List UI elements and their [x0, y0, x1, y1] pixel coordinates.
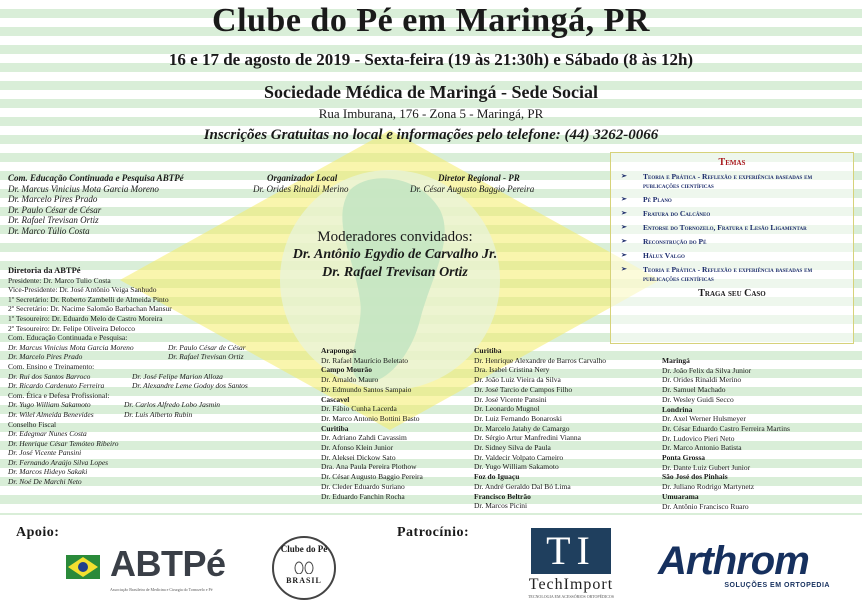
- diretoria-line: Dr. Noé De Marchi Neto: [8, 477, 82, 487]
- organizer-name: Dr. Orides Rinaldi Merino: [253, 183, 349, 194]
- doctor-name: Dr. Antônio Francisco Ruaro: [662, 501, 749, 511]
- diretoria-block: [8, 266, 308, 487]
- committee-block: [8, 173, 184, 237]
- doctor-name: Dr. Juliano Rodrigo Martynetz: [662, 482, 755, 492]
- moderator-name: Dr. Antônio Egydio de Carvalho Jr.: [292, 247, 498, 262]
- moderators-label: Moderadores convidados:: [317, 229, 473, 245]
- diretoria-line: Dr. Marcos Hideyo Sakaki: [8, 467, 88, 477]
- city-name: Londrina: [662, 404, 693, 414]
- abtpe-subtitle: Associação Brasileira de Medicina e Cirurgia do Tornozelo e Pé: [110, 587, 213, 592]
- sponsor-label: Patrocínio:: [397, 525, 470, 540]
- regional-name: Dr. César Augusto Baggio Pereira: [410, 183, 535, 194]
- event-venue: Sociedade Médica de Maringá - Sede Social: [264, 82, 598, 102]
- committee-member: Dr. Rafael Trevisan Ortiz: [8, 215, 99, 226]
- regional-title: Diretor Regional - PR: [438, 173, 520, 183]
- theme-item: ➢ Reconstrução do Pé: [621, 237, 707, 246]
- arrow-bullet-icon: ➢: [621, 172, 627, 180]
- diretoria-line: Dr. Ricardo Cardenuto Ferreira Dr. Alexandre Leme Godoy dos Santos: [8, 381, 248, 391]
- diretoria-line: Dr. Edegmar Nunes Costa: [8, 429, 87, 439]
- techimport-logo: [512, 528, 630, 604]
- diretoria-line: Presidente: Dr. Marco Tulio Costa: [8, 275, 111, 285]
- diretoria-line: 1º Tesoureiro: Dr. Eduardo Melo de Castro Moreira: [8, 313, 163, 323]
- city-name: Campo Mourão: [321, 365, 373, 375]
- city-name: São José dos Pinhais: [662, 472, 728, 482]
- themes-cta: Traga seu Caso: [698, 288, 766, 299]
- committee-member: Dr. Marco Túlio Costa: [8, 225, 90, 236]
- techimport-mark: TI: [531, 528, 611, 574]
- organizer-block: [253, 173, 349, 194]
- diretoria-line: Dr. Fernando Araújo Silva Lopes: [8, 457, 109, 467]
- doctor-name: Dr. Valdecir Volpato Carneiro: [474, 452, 564, 462]
- doctor-name: Dr. Edmundo Santos Sampaio: [321, 384, 412, 394]
- theme-item: ➢ Entorse do Tornozelo, Fratura e Lesão Ligamentar: [621, 223, 807, 232]
- doctor-name: Dr. Orides Rinaldi Merino: [662, 375, 742, 385]
- support-label: Apoio:: [16, 525, 60, 540]
- arrow-bullet-icon: ➢: [621, 209, 627, 217]
- city-name: Cascavel: [321, 394, 350, 404]
- arrow-bullet-icon: ➢: [621, 195, 627, 203]
- diretoria-line: Dr. Henrique César Temóteo Ribeiro: [8, 438, 119, 448]
- abtpe-logo: [66, 543, 244, 595]
- diretoria-line: Dr. Wilel Almeida Benevides Dr. Luis Alberto Rubin: [8, 409, 193, 419]
- theme-item: ➢ Teoria e Prática - Reflexão e experiência baseadas em publicações científicas: [621, 265, 813, 283]
- city-column-2: [474, 346, 606, 511]
- city-name: Curitiba: [474, 346, 502, 355]
- diretoria-line: Dr. José Vicente Pansini: [8, 448, 82, 458]
- doctor-name: Dr. Aleksei Dickow Sato: [321, 452, 396, 462]
- doctor-name: Dr. Yugo William Sakamoto: [474, 462, 559, 472]
- city-name: Francisco Beltrão: [474, 491, 531, 501]
- theme-item: ➢ Hálux Valgo: [621, 251, 685, 260]
- diretoria-line: Com. Educação Continuada e Pesquisa:: [8, 333, 128, 343]
- diretoria-title: Diretoria da ABTPé: [8, 265, 81, 275]
- doctor-name: Dr. Afonso Klein Junior: [321, 443, 394, 453]
- committee-title: Com. Educação Continuada e Pesquisa ABTPé: [8, 173, 184, 183]
- organizer-title: Organizador Local: [267, 173, 338, 183]
- diretoria-line: Dr. Marcelo Pires Prado Dr. Rafael Trevisan Ortiz: [8, 352, 244, 362]
- arrow-bullet-icon: ➢: [621, 265, 627, 273]
- doctor-name: Dr. César Augusto Baggio Pereira: [321, 472, 423, 482]
- diretoria-line: 1º Secretário: Dr. Roberto Zambelli de Almeida Pinto: [8, 294, 169, 304]
- doctor-name: Dr. Fábio Cunha Lacerda: [321, 404, 397, 414]
- doctor-name: Dra. Isabel Cristina Nery: [474, 365, 550, 375]
- diretoria-line: Conselho Fiscal: [8, 419, 57, 429]
- regional-block: [410, 173, 534, 194]
- committee-member: Dr. Marcus Vinicius Mota Garcia Moreno: [8, 183, 159, 194]
- clube-do-pe-logo: [272, 536, 336, 600]
- diretoria-line: Vice-Presidente: Dr. José Antônio Veiga Sanhudo: [8, 285, 157, 295]
- footprint-icon: [293, 560, 315, 574]
- arthrom-logo: [658, 540, 838, 596]
- doctor-name: Dr. João Luiz Vieira da Silva: [474, 375, 561, 385]
- doctor-name: Dr. José Tarcio de Campos Filho: [474, 384, 573, 394]
- diretoria-line: Com. Ensino e Treinamento:: [8, 361, 95, 371]
- techimport-name: TechImport: [528, 576, 614, 593]
- techimport-subtitle: TECNOLOGIA EM ACESSÓRIOS ORTOPÉDICOS: [527, 594, 615, 599]
- committee-member: Dr. Paulo César de César: [8, 204, 102, 215]
- doctor-name: Dr. Marcelo Jatahy de Camargo: [474, 423, 570, 433]
- doctor-name: Dr. Ludovico Pieri Neto: [662, 433, 735, 443]
- diretoria-line: Dr. Yugo William Sakamoto Dr. Carlos Alfredo Lobo Jasmin: [8, 400, 221, 410]
- themes-box: [610, 152, 854, 344]
- doctor-name: Dr. Sérgio Artur Manfredini Vianna: [474, 433, 581, 443]
- doctor-name: Dr. Arnaldo Mauro: [321, 375, 379, 385]
- arrow-bullet-icon: ➢: [621, 223, 627, 231]
- event-title: Clube do Pé em Maringá, PR: [212, 2, 650, 39]
- city-name: Ponta Grossa: [662, 453, 705, 463]
- event-dates: 16 e 17 de agosto de 2019 - Sexta-feira (19 às 21:30h) e Sábado (8 às 12h): [168, 50, 694, 69]
- city-column-1: [321, 346, 423, 501]
- clube-bottom-text: BRASIL: [286, 576, 322, 585]
- doctor-name: Dr. Sidney Silva de Paula: [474, 443, 551, 453]
- doctor-name: Dr. Dante Luiz Gubert Junior: [662, 462, 751, 472]
- abtpe-wordmark: ABTPé: [110, 543, 226, 584]
- doctor-name: Dr. Adriano Zahdi Cavassim: [321, 433, 407, 443]
- doctor-name: Dr. Leonardo Mugnol: [474, 404, 540, 414]
- diretoria-line: Dr. Rui dos Santos Barroco Dr. José Felipe Marion Alloza: [8, 371, 223, 381]
- doctor-name: Dr. Marcos Picini: [474, 501, 528, 511]
- doctor-name: Dr. Marco Antonio Bottini Basto: [321, 413, 420, 423]
- doctor-name: Dr. Axel Werner Hulsmeyer: [662, 414, 746, 424]
- city-column-3: [662, 356, 790, 511]
- diretoria-line: 2º Secretário: Dr. Nacime Salomão Barbachan Mansur: [8, 304, 172, 314]
- brazil-flag-icon: [66, 555, 100, 579]
- theme-item: ➢ Fratura do Calcâneo: [621, 209, 711, 218]
- doctor-name: Dr. Luiz Fernando Bonaroski: [474, 413, 562, 423]
- diretoria-line: Dr. Marcus Vinicius Mota Garcia Moreno Dr. Paulo César de César: [8, 342, 246, 352]
- moderator-name: Dr. Rafael Trevisan Ortiz: [322, 265, 468, 280]
- doctor-name: Dr. Eduardo Fanchin Rocha: [321, 491, 405, 501]
- doctor-name: Dr. Marco Antonio Batista: [662, 443, 742, 453]
- doctor-name: Dr. Cleder Eduardo Suriano: [321, 481, 405, 491]
- registration-info: Inscrições Gratuitas no local e informações pelo telefone: (44) 3262-0066: [203, 127, 659, 143]
- arthrom-subtitle: SOLUÇÕES EM ORTOPEDIA: [724, 582, 830, 589]
- arthrom-wordmark: Arthrom: [658, 539, 809, 583]
- event-address: Rua Imburana, 176 - Zona 5 - Maringá, PR: [318, 106, 544, 121]
- doctor-name: Dr. Samuel Machado: [662, 385, 726, 395]
- doctor-name: Dr. César Eduardo Castro Ferreira Martins: [662, 423, 790, 433]
- doctor-name: Dr. Wesley Guidi Secco: [662, 394, 734, 404]
- doctor-name: Dr. José Vicente Pansini: [474, 394, 547, 404]
- city-name: Curitiba: [321, 423, 349, 433]
- theme-item: ➢ Pé Plano: [621, 195, 672, 204]
- arrow-bullet-icon: ➢: [621, 237, 627, 245]
- theme-item: ➢ Teoria e Prática - Reflexão e experiência baseadas em publicações científicas: [621, 172, 813, 190]
- doctor-name: Dr. Rafael Maurício Beletato: [321, 355, 409, 365]
- city-name: Maringá: [662, 356, 690, 365]
- doctor-name: Dr. João Felix da Silva Junior: [662, 365, 752, 375]
- diretoria-line: 2º Tesoureiro: Dr. Felipe Oliveira Delocco: [8, 323, 136, 333]
- city-name: Arapongas: [321, 346, 357, 355]
- diretoria-line: Com. Ética e Defesa Profissional:: [8, 390, 110, 400]
- city-name: Foz do Iguaçu: [474, 472, 520, 482]
- committee-member: Dr. Marcelo Pires Prado: [8, 194, 98, 205]
- clube-top-text: Clube do Pé: [280, 544, 328, 554]
- themes-title: Temas: [718, 157, 746, 168]
- arrow-bullet-icon: ➢: [621, 251, 627, 259]
- doctor-name: Dr. Henrique Alexandre de Barros Carvalho: [474, 355, 607, 365]
- themes-list: [611, 172, 853, 283]
- doctor-name: Dr. André Geraldo Dal Bó Lima: [474, 481, 571, 491]
- city-name: Umuarama: [662, 491, 699, 501]
- doctor-name: Dra. Ana Paula Pereira Plothow: [321, 462, 417, 472]
